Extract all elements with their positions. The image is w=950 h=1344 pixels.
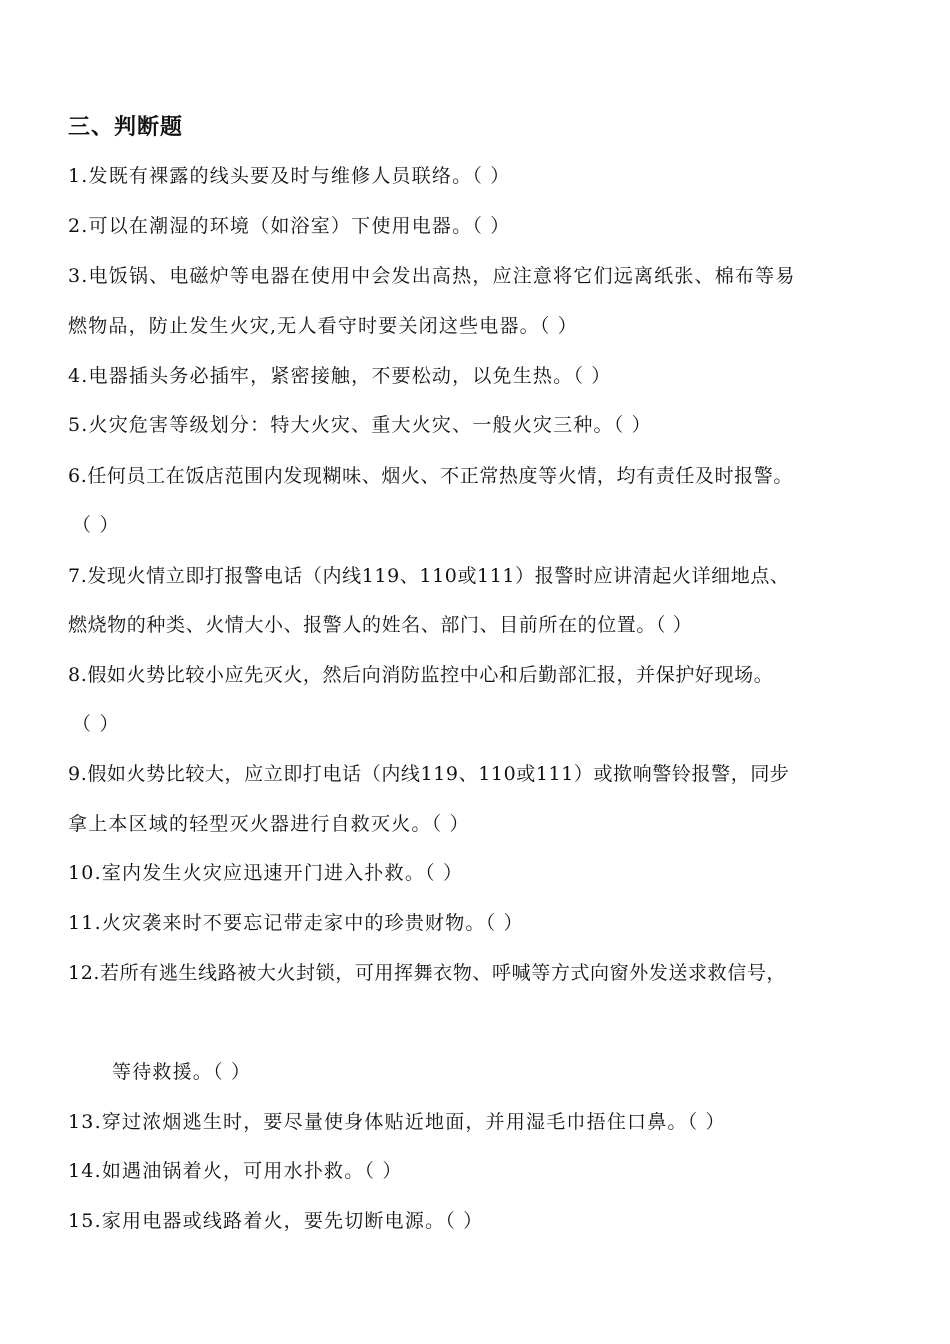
question-8-line-1: 8.假如火势比较小应先灭火，然后向消防监控中心和后勤部汇报，并保护好现场。 (68, 664, 774, 686)
question-2: 2.可以在潮湿的环境（如浴室）下使用电器。（ ） (68, 215, 511, 237)
question-1: 1.发既有裸露的线头要及时与维修人员联络。（ ） (68, 165, 511, 187)
question-7-line-2: 燃烧物的种类、火情大小、报警人的姓名、部门、目前所在的位置。（ ） (68, 614, 693, 636)
question-12-line-2: 等待救援。（ ） (112, 1061, 252, 1083)
question-12-line-1: 12.若所有逃生线路被大火封锁，可用挥舞衣物、呼喊等方式向窗外发送求救信号， (68, 962, 787, 984)
question-6-line-2: （ ） (72, 514, 120, 536)
question-5: 5.火灾危害等级划分：特大火灾、重大火灾、一般火灾三种。（ ） (68, 414, 652, 436)
question-13: 13.穿过浓烟逃生时，要尽量使身体贴近地面，并用湿毛巾捂住口鼻。（ ） (68, 1111, 726, 1133)
question-7-line-1: 7.发现火情立即打报警电话（内线119、110或111）报警时应讲清起火详细地点、 (68, 565, 790, 587)
question-10: 10.室内发生火灾应迅速开门进入扑救。（ ） (68, 862, 464, 884)
question-11: 11.火灾袭来时不要忘记带走家中的珍贵财物。（ ） (68, 912, 524, 934)
section-title: 三、判断题 (68, 114, 184, 140)
question-9-line-1: 9.假如火势比较大，应立即打电话（内线119、110或111）或揿响警铃报警，同步 (68, 763, 790, 785)
question-3-line-2: 燃物品，防止发生火灾,无人看守时要关闭这些电器。（ ） (68, 315, 578, 337)
question-6-line-1: 6.任何员工在饭店范围内发现糊味、烟火、不正常热度等火情，均有责任及时报警。 (68, 465, 793, 487)
question-3-line-1: 3.电饭锅、电磁炉等电器在使用中会发出高热，应注意将它们远离纸张、棉布等易 (68, 265, 796, 287)
question-14: 14.如遇油锅着火，可用水扑救。（ ） (68, 1160, 403, 1182)
question-4: 4.电器插头务必插牢，紧密接触，不要松动，以免生热。（ ） (68, 365, 612, 387)
question-15: 15.家用电器或线路着火，要先切断电源。（ ） (68, 1210, 484, 1232)
question-8-line-2: （ ） (72, 713, 120, 735)
question-9-line-2: 拿上本区域的轻型灭火器进行自救灭火。（ ） (68, 813, 470, 835)
